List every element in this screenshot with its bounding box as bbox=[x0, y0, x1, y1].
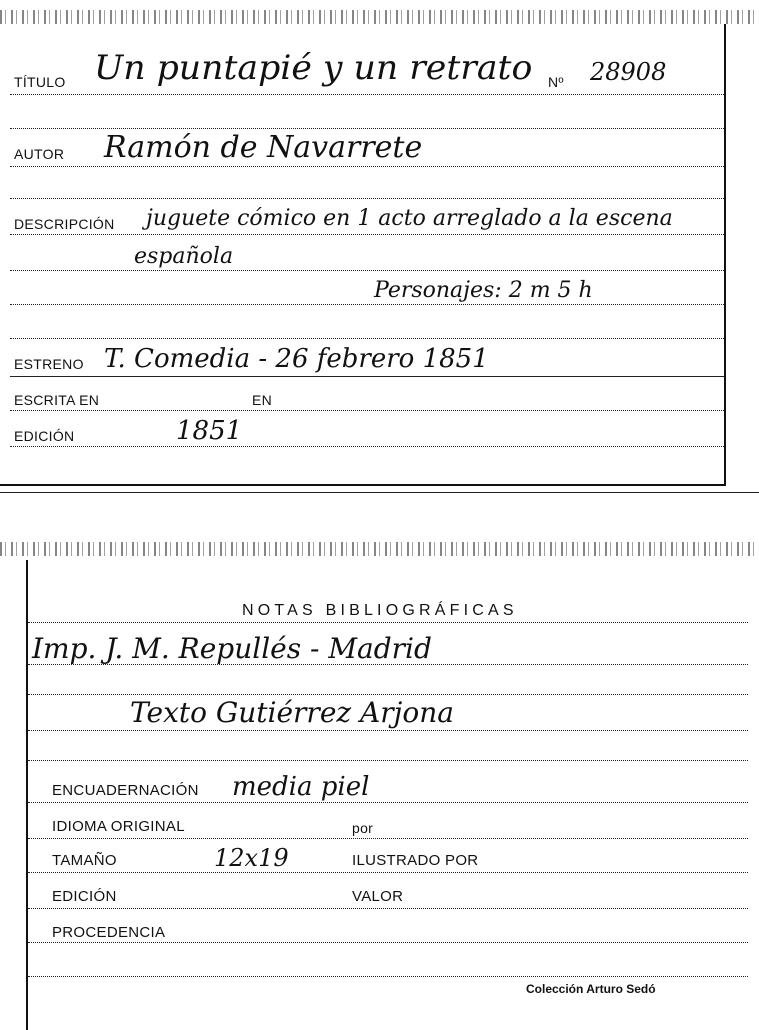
autor-value: Ramón de Navarrete bbox=[104, 130, 423, 165]
descripcion-line-2: española bbox=[134, 244, 234, 269]
rule bbox=[28, 908, 748, 909]
rule bbox=[10, 94, 724, 95]
catalog-card-top bbox=[0, 0, 759, 492]
numero-label: Nº bbox=[548, 74, 564, 90]
numero-value: 28908 bbox=[590, 58, 667, 86]
descripcion-line-3: Personajes: 2 m 5 h bbox=[374, 278, 593, 303]
collection-footer: Colección Arturo Sedó bbox=[526, 982, 656, 996]
rule bbox=[28, 976, 748, 977]
card-separator bbox=[0, 492, 759, 493]
titulo-value: Un puntapié y un retrato bbox=[94, 48, 533, 88]
edicion-2-label: EDICIÓN bbox=[52, 888, 117, 905]
card-border-left bbox=[26, 560, 28, 1030]
rule bbox=[10, 376, 724, 377]
notas-heading: NOTAS BIBLIOGRÁFICAS bbox=[242, 602, 518, 619]
rule bbox=[28, 664, 748, 665]
edicion-label: EDICIÓN bbox=[14, 428, 75, 444]
estreno-label: ESTRENO bbox=[14, 356, 84, 372]
rule bbox=[10, 304, 724, 305]
rule bbox=[28, 802, 748, 803]
rule bbox=[10, 198, 724, 199]
rule bbox=[10, 234, 724, 235]
en-label: EN bbox=[252, 392, 273, 408]
rule bbox=[28, 942, 748, 943]
escrita-en-label: ESCRITA EN bbox=[14, 392, 100, 408]
estreno-value: T. Comedia - 26 febrero 1851 bbox=[104, 344, 489, 374]
rule bbox=[10, 270, 724, 271]
rule bbox=[28, 838, 748, 839]
tamano-value: 12x19 bbox=[214, 844, 289, 872]
procedencia-label: PROCEDENCIA bbox=[52, 924, 166, 941]
descripcion-line-1: juguete cómico en 1 acto arreglado a la escena bbox=[146, 206, 673, 231]
card-border-right bbox=[724, 24, 726, 484]
catalog-card-bottom bbox=[0, 540, 759, 1028]
valor-label: VALOR bbox=[352, 888, 404, 905]
rule bbox=[28, 694, 748, 695]
rule bbox=[10, 128, 724, 129]
card-border-bottom bbox=[0, 484, 726, 486]
rule bbox=[10, 166, 724, 167]
rule bbox=[28, 622, 748, 623]
edicion-value: 1851 bbox=[176, 416, 243, 446]
descripcion-label: DESCRIPCIÓN bbox=[14, 216, 115, 232]
notas-line-1: Imp. J. M. Repullés - Madrid bbox=[32, 632, 432, 665]
tamano-label: TAMAÑO bbox=[52, 852, 117, 869]
rule bbox=[10, 338, 724, 339]
ilustrado-por-label: ILUSTRADO POR bbox=[352, 852, 479, 869]
rule bbox=[28, 760, 748, 761]
autor-label: AUTOR bbox=[14, 146, 65, 162]
rule bbox=[28, 872, 748, 873]
rule bbox=[10, 446, 724, 447]
rule bbox=[10, 410, 724, 411]
por-label: por bbox=[352, 820, 374, 836]
rule bbox=[28, 730, 748, 731]
notas-line-2: Texto Gutiérrez Arjona bbox=[130, 696, 454, 729]
encuadernacion-label: ENCUADERNACIÓN bbox=[52, 782, 199, 799]
titulo-label: TÍTULO bbox=[14, 74, 66, 90]
torn-edge bbox=[0, 542, 759, 556]
idioma-original-label: IDIOMA ORIGINAL bbox=[52, 818, 185, 835]
encuadernacion-value: media piel bbox=[232, 772, 370, 802]
torn-edge bbox=[0, 10, 759, 24]
